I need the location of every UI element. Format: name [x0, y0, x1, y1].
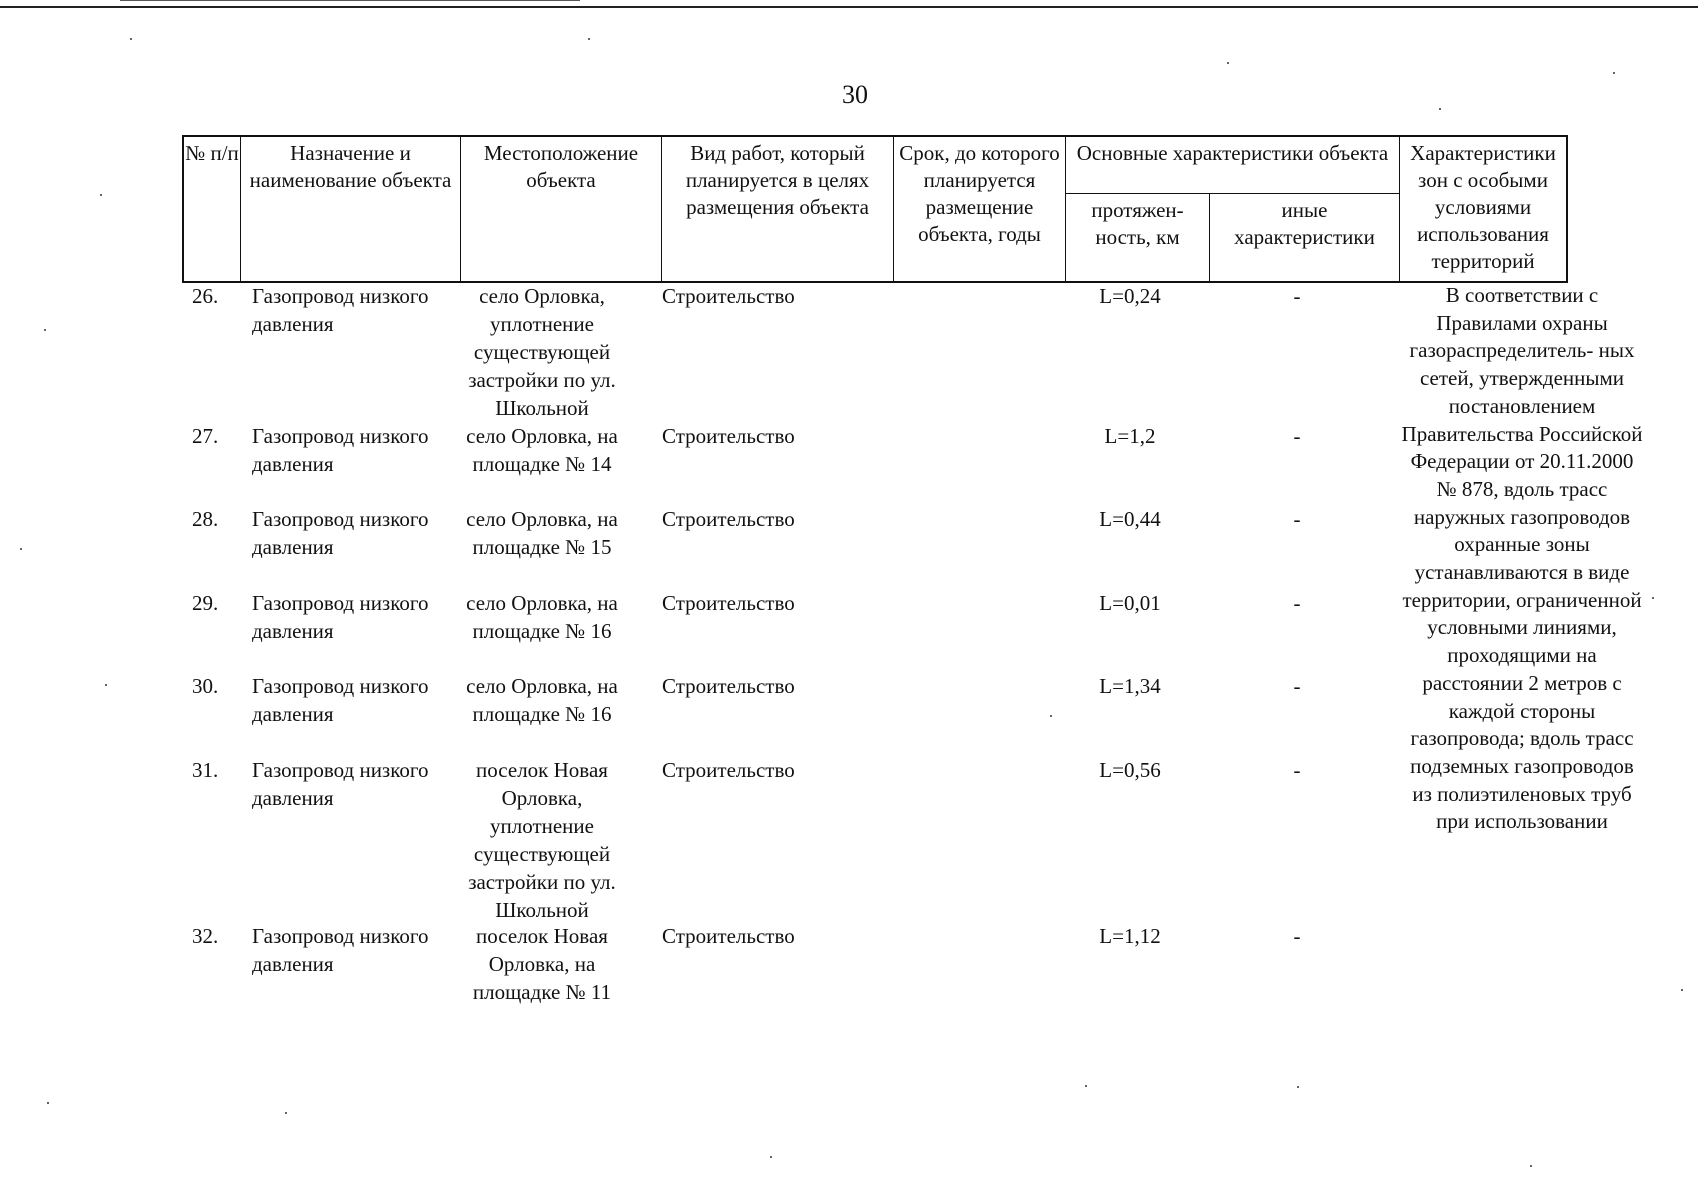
row-work: Строительство	[662, 507, 795, 531]
header-location: Местоположение объекта	[461, 137, 662, 281]
scan-speck	[130, 38, 132, 40]
header-other: иные характеристики	[1234, 198, 1375, 249]
row-name: Газопровод низкого давления	[252, 674, 429, 726]
row-work: Строительство	[662, 674, 795, 698]
header-num: № п/п	[184, 137, 241, 281]
row-length: L=0,24	[1099, 284, 1161, 308]
page-number: 30	[842, 80, 868, 109]
row-work: Строительство	[662, 758, 795, 782]
row-work: Строительство	[662, 591, 795, 615]
row-name: Газопровод низкого давления	[252, 424, 429, 476]
top-edge-rule	[0, 6, 1698, 8]
row-location: село Орловка, на площадке № 14	[466, 424, 618, 476]
row-num: 32.	[192, 924, 219, 948]
row-location: село Орловка, уплотнение существующей застройки по ул. Школьной	[468, 284, 616, 420]
row-work: Строительство	[662, 284, 795, 308]
row-length: L=0,44	[1099, 507, 1161, 531]
scan-speck	[1050, 715, 1052, 717]
scan-speck	[588, 38, 590, 40]
row-location: село Орловка, на площадке № 16	[466, 674, 618, 726]
header-name: Назначение и наименование объекта	[241, 137, 461, 281]
row-location: поселок Новая Орловка, уплотнение существующей застройки по ул. Школьной	[468, 758, 616, 922]
row-length: L=0,56	[1099, 758, 1161, 782]
row-name: Газопровод низкого давления	[252, 591, 429, 643]
header-work-type: Вид работ, который планируется в целях размещения объекта	[662, 137, 894, 281]
row-length: L=1,2	[1104, 424, 1156, 448]
zones-description: В соответствии с Правилами охраны газораспределитель- ных сетей, утвержденными постановлением Правительства Российской Федерации от 20.11.2000 № 878, вдоль трасс наружных газопроводов охранные зоны устанавливаются в виде территории, ограниченной условными линиями, проходящими на расстоянии 2 метров с каждой стороны газопровода; вдоль трасс подземных газопроводов из полиэтиленовых труб при использовании	[1401, 283, 1643, 834]
table-header	[182, 135, 1568, 283]
scan-speck	[1227, 62, 1229, 64]
scan-speck	[1613, 72, 1615, 74]
row-name: Газопровод низкого давления	[252, 284, 429, 336]
scan-speck	[1297, 1086, 1299, 1088]
row-length: L=1,12	[1099, 924, 1161, 948]
header-main-characteristics-label: Основные характеристики объекта	[1076, 141, 1389, 165]
scan-speck	[105, 684, 107, 686]
row-other: -	[1293, 424, 1301, 448]
row-num: 28.	[192, 507, 219, 531]
row-other: -	[1293, 674, 1301, 698]
row-other: -	[1293, 591, 1301, 615]
row-name: Газопровод низкого давления	[252, 507, 429, 559]
scan-speck	[100, 194, 102, 196]
scan-speck	[770, 1156, 772, 1158]
row-num: 30.	[192, 674, 219, 698]
row-other: -	[1293, 284, 1301, 308]
row-length: L=1,34	[1099, 674, 1161, 698]
header-length: протяжен- ность, км	[1091, 198, 1184, 249]
row-other: -	[1293, 758, 1301, 782]
header-sub-divider	[1066, 193, 1399, 194]
header-main-characteristics	[1066, 137, 1400, 281]
row-location: село Орловка, на площадке № 15	[466, 507, 618, 559]
scan-speck	[44, 329, 46, 331]
header-zones: Характеристики зон с особыми условиями использования территорий	[1410, 141, 1556, 273]
row-work: Строительство	[662, 424, 795, 448]
row-other: -	[1293, 924, 1301, 948]
header-deadline: Срок, до которого планируется размещение объекта, годы	[894, 137, 1066, 281]
row-length: L=0,01	[1099, 591, 1161, 615]
scan-speck	[285, 1112, 287, 1114]
row-name: Газопровод низкого давления	[252, 924, 429, 976]
scan-speck	[1439, 108, 1441, 110]
top-edge-rule-secondary	[120, 0, 580, 1]
row-location: поселок Новая Орловка, на площадке № 11	[472, 924, 612, 1004]
row-num: 26.	[192, 284, 219, 308]
scan-speck	[1085, 1085, 1087, 1087]
row-num: 29.	[192, 591, 219, 615]
row-work: Строительство	[662, 924, 795, 948]
row-num: 31.	[192, 758, 219, 782]
scan-speck	[1652, 597, 1654, 599]
row-num: 27.	[192, 424, 219, 448]
scan-speck	[47, 1102, 49, 1104]
row-name: Газопровод низкого давления	[252, 758, 429, 810]
row-other: -	[1293, 507, 1301, 531]
scan-speck	[1681, 989, 1683, 991]
scan-speck	[20, 548, 22, 550]
row-location: село Орловка, на площадке № 16	[466, 591, 618, 643]
scan-speck	[1530, 1165, 1532, 1167]
